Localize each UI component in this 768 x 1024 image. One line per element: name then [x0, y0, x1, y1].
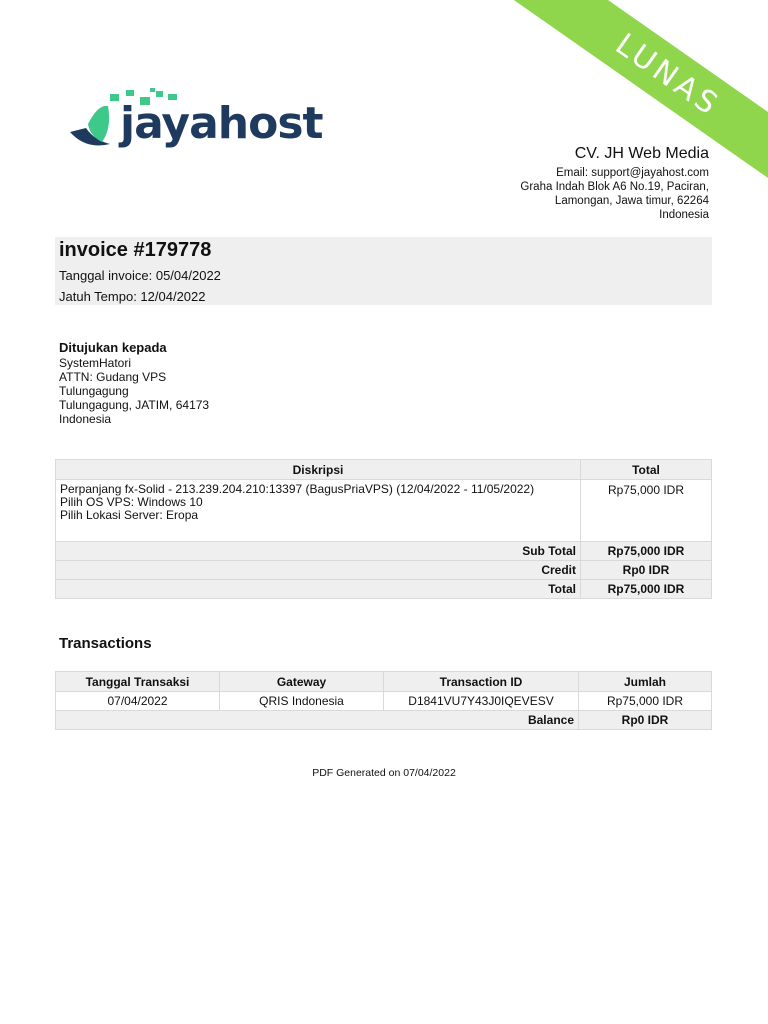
invoice-items-table	[55, 459, 712, 599]
balance-row	[56, 711, 712, 730]
credit-row	[56, 561, 712, 580]
column-header-date: Tanggal Transaksi	[56, 672, 220, 692]
table-header-row	[56, 460, 712, 480]
transactions-table	[55, 671, 712, 730]
column-header-gateway: Gateway	[220, 672, 384, 692]
paid-stamp-label: LUNAS	[508, 0, 768, 180]
column-header-transaction-id: Transaction ID	[384, 672, 579, 692]
table-header-row	[56, 672, 712, 692]
invoice-date: Tanggal invoice: 05/04/2022	[59, 268, 221, 283]
balance-label: Balance	[56, 711, 579, 730]
bill-to-name: SystemHatori	[59, 356, 132, 370]
company-address-2: Lamongan, Jawa timur, 62264	[554, 195, 709, 207]
subtotal-label: Sub Total	[56, 542, 581, 561]
item-line-1: Perpanjang fx-Solid - 213.239.204.210:13397 (BagusPriaVPS) (12/04/2022 - 11/05/2022)	[60, 482, 535, 496]
invoice-header	[55, 237, 712, 305]
column-header-amount: Jumlah	[579, 672, 712, 692]
company-name: CV. JH Web Media	[574, 145, 709, 162]
logo-wordmark: jayahost	[120, 98, 323, 149]
transaction-gateway: QRIS Indonesia	[220, 692, 384, 711]
bill-to-address-2: Tulungagung, JATIM, 64173	[59, 398, 210, 412]
transaction-date: 07/04/2022	[56, 692, 220, 711]
bill-to-address-1: Tulungagung	[59, 384, 129, 398]
total-label: Total	[56, 580, 581, 599]
transaction-id: D1841VU7Y43J0IQEVESV	[384, 692, 579, 711]
invoice-title: invoice #179778	[59, 239, 212, 261]
subtotal-row	[56, 542, 712, 561]
credit-label: Credit	[56, 561, 581, 580]
pdf-generated-footer: PDF Generated on 07/04/2022	[312, 767, 456, 779]
subtotal-value: Rp75,000 IDR	[581, 542, 712, 561]
total-row	[56, 580, 712, 599]
transactions-title: Transactions	[59, 635, 152, 652]
column-header-desc: Diskripsi	[56, 460, 581, 480]
bill-to	[59, 340, 209, 426]
total-value: Rp75,000 IDR	[581, 580, 712, 599]
item-description	[56, 480, 581, 542]
table-row	[56, 480, 712, 542]
bill-to-country: Indonesia	[59, 412, 112, 426]
column-header-total: Total	[581, 460, 712, 480]
company-address-1: Graha Indah Blok A6 No.19, Paciran,	[520, 181, 709, 193]
table-row	[56, 692, 712, 711]
company-email: Email: support@jayahost.com	[556, 167, 709, 179]
item-amount: Rp75,000 IDR	[581, 480, 712, 542]
bill-to-heading: Ditujukan kepada	[59, 340, 167, 355]
item-line-2: Pilih OS VPS: Windows 10	[60, 495, 203, 509]
transaction-amount: Rp75,000 IDR	[579, 692, 712, 711]
balance-value: Rp0 IDR	[579, 711, 712, 730]
bill-to-attn: ATTN: Gudang VPS	[59, 370, 167, 384]
invoice-due-date: Jatuh Tempo: 12/04/2022	[59, 289, 206, 304]
company-info	[520, 145, 709, 222]
credit-value: Rp0 IDR	[581, 561, 712, 580]
company-country: Indonesia	[659, 209, 709, 221]
item-line-3: Pilih Lokasi Server: Eropa	[60, 508, 199, 522]
